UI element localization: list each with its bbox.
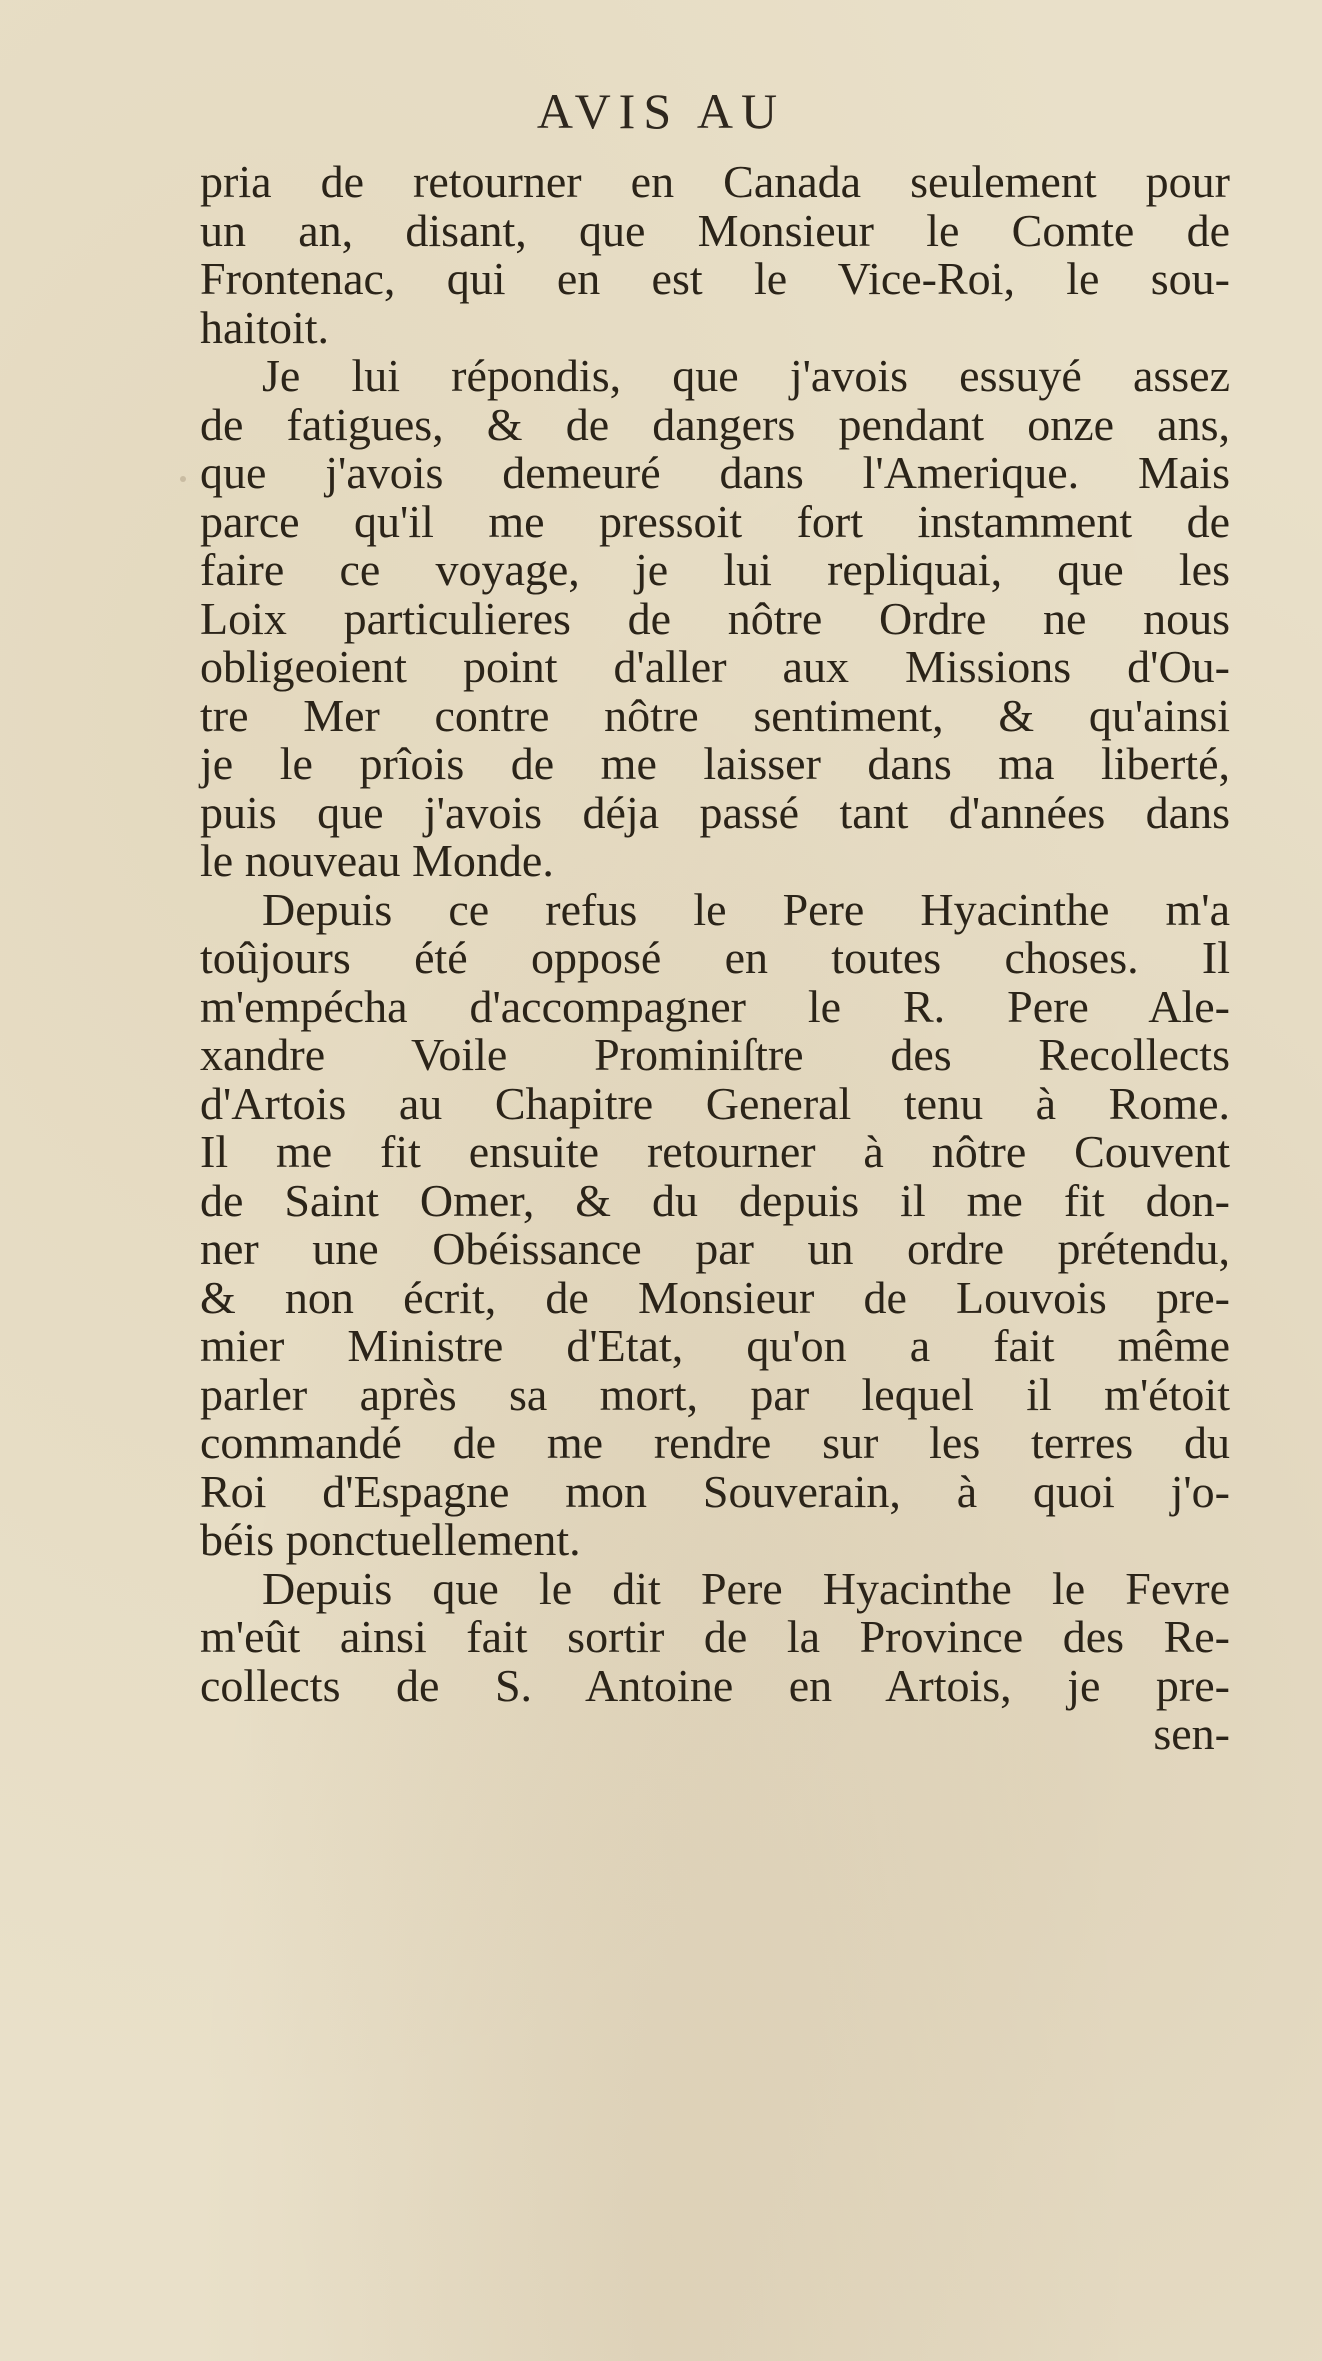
text-line: je le prîois de me laisser dans ma liberté, bbox=[200, 738, 1230, 789]
text-line: Loix particulieres de nôtre Ordre ne nous bbox=[200, 592, 1230, 644]
text-line: m'empécha d'accompagner le R. Pere Ale- bbox=[200, 980, 1230, 1032]
text-line: toûjours été opposé en toutes choses. Il bbox=[200, 932, 1230, 983]
running-head: AVIS AU bbox=[536, 83, 786, 139]
text-line: puis que j'avois déja passé tant d'années dans bbox=[200, 786, 1230, 838]
text-line: collects de S. Antoine en Artois, je pre- bbox=[200, 1659, 1230, 1711]
text-line: commandé de me rendre sur les terres du bbox=[200, 1417, 1230, 1468]
body-text bbox=[200, 158, 1230, 1759]
text-line: xandre Voile Prominiſtre des Recollects bbox=[200, 1029, 1230, 1080]
text-line: béis ponctuellement. bbox=[200, 1514, 581, 1565]
text-line: parce qu'il me pressoit fort instamment de bbox=[200, 495, 1230, 547]
text-line: Depuis que le dit Pere Hyacinthe le Fevre bbox=[262, 1562, 1230, 1614]
text-line: m'eût ainsi fait sortir de la Province des Re- bbox=[200, 1611, 1230, 1662]
catchword: sen- bbox=[1153, 1708, 1230, 1759]
text-line: parler après sa mort, par lequel il m'étoit bbox=[200, 1368, 1230, 1420]
paper-stain bbox=[180, 476, 186, 482]
text-line: Il me fit ensuite retourner à nôtre Couvent bbox=[200, 1126, 1230, 1177]
text-line: Roi d'Espagne mon Souverain, à quoi j'o- bbox=[200, 1465, 1230, 1517]
text-line: & non écrit, de Monsieur de Louvois pre- bbox=[200, 1271, 1230, 1323]
text-line: de fatigues, & de dangers pendant onze ans, bbox=[200, 398, 1230, 450]
text-line: obligeoient point d'aller aux Missions d'Ou- bbox=[200, 641, 1230, 692]
text-line: pria de retourner en Canada seulement pour bbox=[200, 156, 1230, 207]
text-line: de Saint Omer, & du depuis il me fit don- bbox=[200, 1174, 1230, 1226]
text-line: haitoit. bbox=[200, 301, 330, 353]
text-line: Je lui répondis, que j'avois essuyé assez bbox=[262, 350, 1230, 401]
text-line: Frontenac, qui en est le Vice-Roi, le sou- bbox=[200, 253, 1230, 304]
text-line: faire ce voyage, je lui repliquai, que les bbox=[200, 544, 1230, 595]
text-line: un an, disant, que Monsieur le Comte de bbox=[200, 204, 1230, 256]
text-line: que j'avois demeuré dans l'Amerique. Mais bbox=[200, 447, 1230, 498]
text-line: ner une Obéissance par un ordre prétendu, bbox=[200, 1223, 1230, 1274]
text-line: mier Ministre d'Etat, qu'on a fait même bbox=[200, 1320, 1230, 1371]
text-line: d'Artois au Chapitre General tenu à Rome. bbox=[200, 1077, 1230, 1129]
text-line: le nouveau Monde. bbox=[200, 835, 554, 886]
text-line: Depuis ce refus le Pere Hyacinthe m'a bbox=[262, 883, 1230, 935]
text-line: tre Mer contre nôtre sentiment, & qu'ainsi bbox=[200, 689, 1230, 741]
